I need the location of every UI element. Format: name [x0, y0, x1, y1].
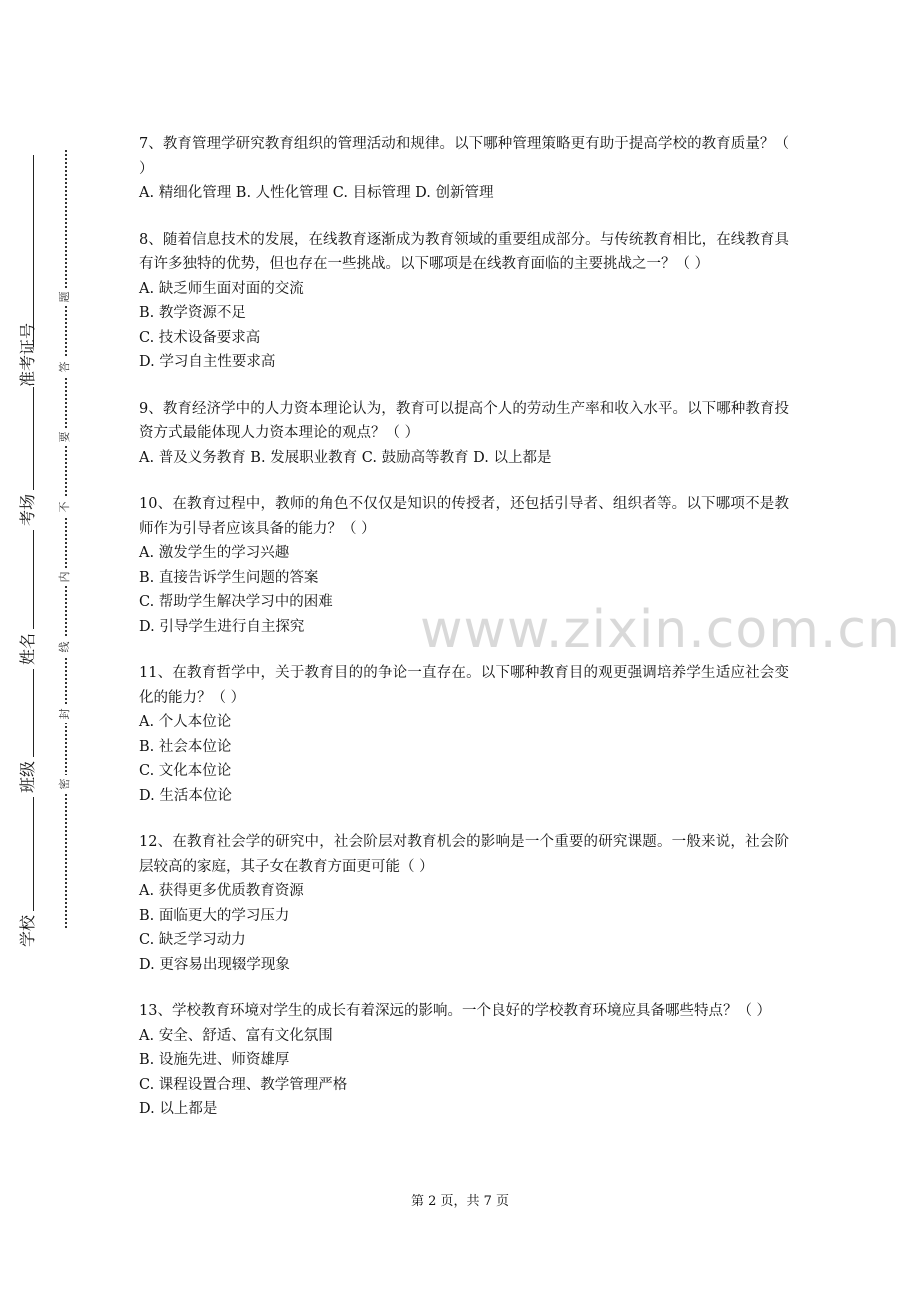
seal-dotted-line [65, 150, 67, 928]
field-exam-number: 准考证号 [16, 347, 40, 387]
question-options-inline: A. 普及义务教育 B. 发展职业教育 C. 鼓励高等教育 D. 以上都是 [139, 449, 552, 466]
seal-char: 不 [56, 498, 74, 516]
seal-char: 题 [56, 288, 74, 306]
option-d: D. 引导学生进行自主探究 [139, 618, 305, 635]
option-a: A. 激发学生的学习兴趣 [139, 545, 290, 561]
question-11 [139, 661, 789, 808]
option-a: A. 个人本位论 [139, 714, 232, 730]
option-d: D. 学习自主性要求高 [139, 354, 276, 370]
question-8 [139, 228, 789, 375]
seal-char: 封 [56, 705, 74, 723]
seal-char: 线 [56, 638, 74, 656]
question-7 [139, 132, 789, 206]
question-list [139, 132, 789, 1144]
seal-char: 答 [56, 358, 74, 376]
field-class: 班级 [16, 757, 40, 797]
page-footer: 第 2 页，共 7 页 [410, 1194, 510, 1209]
field-school: 学校 [16, 911, 40, 951]
option-b: B. 直接告诉学生问题的答案 [139, 569, 319, 586]
option-d: D. 更容易出现辍学现象 [139, 956, 290, 973]
option-c: C. 缺乏学习动力 [139, 932, 246, 948]
option-b: B. 面临更大的学习压力 [139, 907, 290, 924]
option-b: B. 设施先进、师资雄厚 [139, 1052, 290, 1068]
seal-char: 密 [56, 775, 74, 793]
field-exam-room: 考场 [16, 490, 40, 530]
option-c: C. 文化本位论 [139, 763, 232, 779]
question-stem: 7、教育管理学研究教育组织的管理活动和规律。以下哪种管理策略更有助于提高学校的教育质量？（ ） [139, 136, 789, 177]
option-c: C. 帮助学生解决学习中的困难 [139, 594, 333, 610]
option-a: A. 安全、舒适、富有文化氛围 [139, 1027, 333, 1044]
field-name: 姓名 [16, 629, 40, 669]
binding-solid-line [33, 155, 34, 945]
option-d: D. 以上都是 [139, 1101, 218, 1117]
question-stem: 8、随着信息技术的发展，在线教育逐渐成为教育领域的重要组成部分。与传统教育相比，在线教育具有许多独特的优势，但也存在一些挑战。以下哪项是在线教育面临的主要挑战之一？（ ） [139, 231, 789, 272]
binding-margin [0, 0, 120, 1302]
seal-char: 要 [56, 428, 74, 446]
question-stem: 11、在教育哲学中，关于教育目的的争论一直存在。以下哪种教育目的观更强调培养学生适应社会变化的能力？（ ） [139, 665, 789, 706]
option-c: C. 技术设备要求高 [139, 329, 261, 346]
watermark: www.zixin.com.cn [420, 600, 901, 660]
option-d: D. 生活本位论 [139, 787, 232, 804]
question-stem: 9、教育经济学中的人力资本理论认为，教育可以提高个人的劳动生产率和收入水平。以下哪种教育投资方式最能体现人力资本理论的观点？（ ） [139, 400, 789, 441]
question-options-inline: A. 精细化管理 B. 人性化管理 C. 目标管理 D. 创新管理 [139, 185, 494, 201]
option-b: B. 社会本位论 [139, 738, 232, 755]
question-stem: 12、在教育社会学的研究中，社会阶层对教育机会的影响是一个重要的研究课题。一般来说，社会阶层较高的家庭，其子女在教育方面更可能（ ） [139, 834, 789, 875]
question-stem: 13、学校教育环境对学生的成长有着深远的影响。一个良好的学校教育环境应具备哪些特点？（ ） [139, 1003, 772, 1019]
question-10 [139, 492, 789, 639]
option-a: A. 获得更多优质教育资源 [139, 883, 304, 899]
option-b: B. 教学资源不足 [139, 305, 246, 321]
question-9 [139, 397, 789, 471]
option-a: A. 缺乏师生面对面的交流 [139, 280, 304, 297]
question-12 [139, 830, 789, 977]
option-c: C. 课程设置合理、教学管理严格 [139, 1076, 348, 1093]
seal-char: 内 [56, 568, 74, 586]
question-13 [139, 999, 789, 1122]
question-stem: 10、在教育过程中，教师的角色不仅仅是知识的传授者，还包括引导者、组织者等。以下哪项不是教师作为引导者应该具备的能力？（ ） [139, 496, 789, 537]
